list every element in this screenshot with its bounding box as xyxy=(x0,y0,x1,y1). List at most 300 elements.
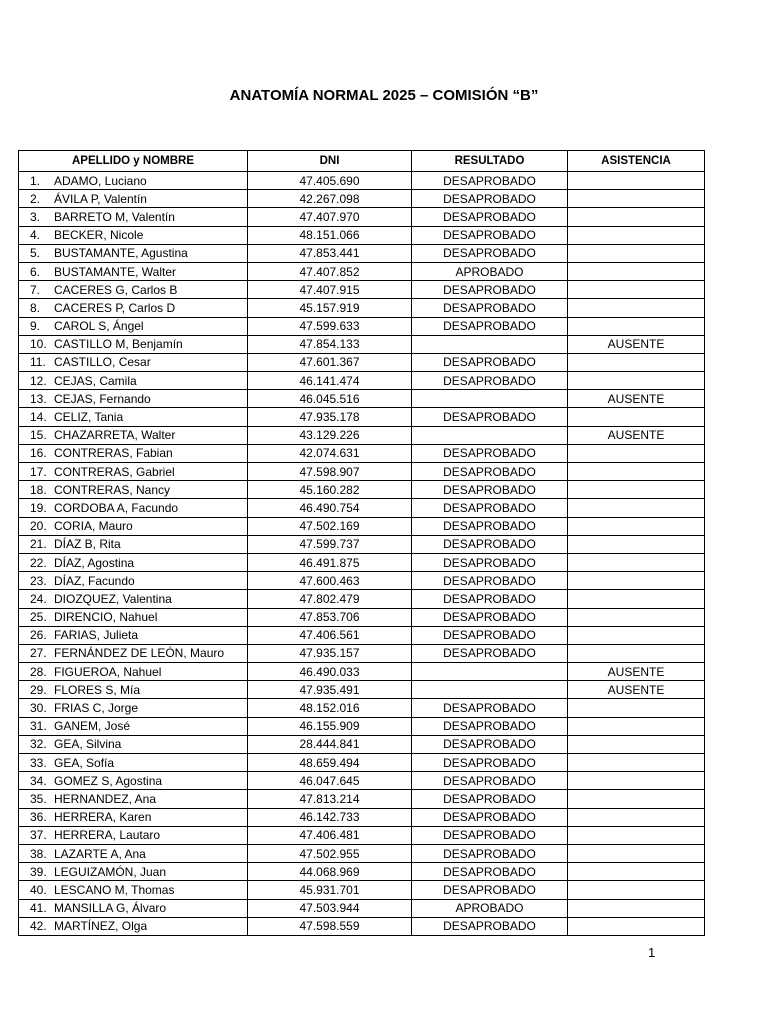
result-cell xyxy=(412,390,568,408)
student-name-cell xyxy=(19,772,248,790)
result-cell xyxy=(412,335,568,353)
row-number: 14. xyxy=(30,410,47,425)
dni-cell: 47.599.633 xyxy=(248,317,412,335)
student-name-cell xyxy=(19,281,248,299)
student-name: FERNÁNDEZ DE LEÓN, Mauro xyxy=(54,646,225,661)
row-number: 35. xyxy=(30,791,47,806)
attendance-cell xyxy=(568,444,705,462)
table-row xyxy=(19,481,705,499)
table-row xyxy=(19,717,705,735)
dni-cell: 47.503.944 xyxy=(248,899,412,917)
student-name: ÁVILA P, Valentín xyxy=(54,191,147,206)
student-name: CAROL S, Ángel xyxy=(54,319,144,334)
dni-cell: 48.151.066 xyxy=(248,226,412,244)
table-row xyxy=(19,663,705,681)
student-name-cell xyxy=(19,226,248,244)
result-cell: DESAPROBADO xyxy=(412,244,568,262)
student-name-cell xyxy=(19,299,248,317)
results-table xyxy=(18,150,705,936)
student-name: DIRENCIO, Nahuel xyxy=(54,610,158,625)
dni-cell: 45.160.282 xyxy=(248,481,412,499)
student-name: MANSILLA G, Álvaro xyxy=(54,901,167,916)
dni-cell: 47.598.907 xyxy=(248,463,412,481)
row-number: 30. xyxy=(30,701,47,716)
row-number: 15. xyxy=(30,428,47,443)
dni-cell: 46.491.875 xyxy=(248,553,412,571)
row-number: 17. xyxy=(30,464,47,479)
attendance-cell xyxy=(568,772,705,790)
table-row xyxy=(19,463,705,481)
row-number: 6. xyxy=(30,264,41,279)
student-name-cell xyxy=(19,754,248,772)
table-row xyxy=(19,408,705,426)
row-number: 9. xyxy=(30,319,41,334)
student-name-cell xyxy=(19,863,248,881)
attendance-cell xyxy=(568,590,705,608)
student-name: HERRERA, Lautaro xyxy=(54,828,161,843)
dni-cell: 47.802.479 xyxy=(248,590,412,608)
attendance-cell xyxy=(568,844,705,862)
dni-cell: 47.598.559 xyxy=(248,917,412,935)
table-row xyxy=(19,844,705,862)
student-name: GEA, Silvina xyxy=(54,737,122,752)
student-name: GANEM, José xyxy=(54,719,131,734)
attendance-cell xyxy=(568,899,705,917)
row-number: 26. xyxy=(30,628,47,643)
dni-cell: 42.267.098 xyxy=(248,190,412,208)
dni-cell: 47.502.955 xyxy=(248,844,412,862)
attendance-cell xyxy=(568,244,705,262)
row-number: 34. xyxy=(30,773,47,788)
student-name: ADAMO, Luciano xyxy=(54,173,147,188)
result-cell: DESAPROBADO xyxy=(412,772,568,790)
student-name-cell xyxy=(19,517,248,535)
result-cell: DESAPROBADO xyxy=(412,481,568,499)
student-name-cell xyxy=(19,463,248,481)
result-cell: DESAPROBADO xyxy=(412,844,568,862)
student-name-cell xyxy=(19,626,248,644)
dni-cell: 42.074.631 xyxy=(248,444,412,462)
student-name-cell xyxy=(19,499,248,517)
attendance-cell xyxy=(568,572,705,590)
attendance-cell xyxy=(568,281,705,299)
dni-cell: 47.853.706 xyxy=(248,608,412,626)
dni-cell: 28.444.841 xyxy=(248,735,412,753)
student-name-cell xyxy=(19,826,248,844)
student-name-cell xyxy=(19,317,248,335)
student-name-cell xyxy=(19,790,248,808)
row-number: 2. xyxy=(30,191,41,206)
student-name-cell xyxy=(19,335,248,353)
student-name: FLORES S, Mía xyxy=(54,682,141,697)
student-name: CACERES G, Carlos B xyxy=(54,282,178,297)
table-row xyxy=(19,735,705,753)
result-cell: DESAPROBADO xyxy=(412,808,568,826)
student-name-cell xyxy=(19,535,248,553)
result-cell: DESAPROBADO xyxy=(412,317,568,335)
student-name-cell xyxy=(19,190,248,208)
table-row xyxy=(19,917,705,935)
result-cell xyxy=(412,681,568,699)
student-name-cell xyxy=(19,426,248,444)
result-cell: DESAPROBADO xyxy=(412,754,568,772)
dni-cell: 47.502.169 xyxy=(248,517,412,535)
student-name-cell xyxy=(19,717,248,735)
attendance-cell xyxy=(568,626,705,644)
table-row xyxy=(19,426,705,444)
row-number: 24. xyxy=(30,591,47,606)
dni-cell: 47.813.214 xyxy=(248,790,412,808)
student-name-cell xyxy=(19,353,248,371)
table-row xyxy=(19,208,705,226)
result-cell: DESAPROBADO xyxy=(412,408,568,426)
header-dni: DNI xyxy=(248,151,412,172)
student-name-cell xyxy=(19,644,248,662)
row-number: 42. xyxy=(30,919,47,934)
student-name-cell xyxy=(19,808,248,826)
row-number: 10. xyxy=(30,337,47,352)
dni-cell: 43.129.226 xyxy=(248,426,412,444)
dni-cell: 46.045.516 xyxy=(248,390,412,408)
table-row xyxy=(19,535,705,553)
result-cell: DESAPROBADO xyxy=(412,281,568,299)
dni-cell: 46.490.754 xyxy=(248,499,412,517)
result-cell: DESAPROBADO xyxy=(412,190,568,208)
result-cell: DESAPROBADO xyxy=(412,444,568,462)
result-cell: DESAPROBADO xyxy=(412,226,568,244)
attendance-cell xyxy=(568,790,705,808)
student-name-cell xyxy=(19,553,248,571)
student-name: CELIZ, Tania xyxy=(54,410,124,425)
student-name: CONTRERAS, Gabriel xyxy=(54,464,175,479)
table-row xyxy=(19,626,705,644)
student-name: BARRETO M, Valentín xyxy=(54,209,175,224)
table-row xyxy=(19,172,705,190)
dni-cell: 44.068.969 xyxy=(248,863,412,881)
table-row xyxy=(19,644,705,662)
student-name-cell xyxy=(19,208,248,226)
dni-cell: 47.600.463 xyxy=(248,572,412,590)
table-row xyxy=(19,826,705,844)
student-name-cell xyxy=(19,735,248,753)
student-name: LESCANO M, Thomas xyxy=(54,882,175,897)
table-row xyxy=(19,572,705,590)
student-name: MARTÍNEZ, Olga xyxy=(54,919,148,934)
student-name: GOMEZ S, Agostina xyxy=(54,773,163,788)
row-number: 21. xyxy=(30,537,47,552)
student-name: FARIAS, Julieta xyxy=(54,628,139,643)
attendance-cell xyxy=(568,608,705,626)
result-cell: DESAPROBADO xyxy=(412,717,568,735)
result-cell: DESAPROBADO xyxy=(412,881,568,899)
student-name: LEGUIZAMÓN, Juan xyxy=(54,864,167,879)
table-row xyxy=(19,353,705,371)
student-name: HERRERA, Karen xyxy=(54,810,152,825)
table-row xyxy=(19,335,705,353)
attendance-cell xyxy=(568,481,705,499)
attendance-cell xyxy=(568,408,705,426)
attendance-cell xyxy=(568,808,705,826)
attendance-cell xyxy=(568,699,705,717)
student-name-cell xyxy=(19,663,248,681)
row-number: 5. xyxy=(30,246,41,261)
result-cell: DESAPROBADO xyxy=(412,372,568,390)
table-row xyxy=(19,190,705,208)
dni-cell: 47.854.133 xyxy=(248,335,412,353)
attendance-cell xyxy=(568,917,705,935)
result-cell: DESAPROBADO xyxy=(412,553,568,571)
student-name: DÍAZ, Agostina xyxy=(54,555,135,570)
result-cell: DESAPROBADO xyxy=(412,608,568,626)
row-number: 8. xyxy=(30,300,41,315)
student-name-cell xyxy=(19,881,248,899)
table-row xyxy=(19,754,705,772)
dni-cell: 45.157.919 xyxy=(248,299,412,317)
result-cell: DESAPROBADO xyxy=(412,863,568,881)
row-number: 40. xyxy=(30,882,47,897)
row-number: 1. xyxy=(30,173,41,188)
row-number: 16. xyxy=(30,446,47,461)
row-number: 25. xyxy=(30,610,47,625)
student-name-cell xyxy=(19,262,248,280)
dni-cell: 46.141.474 xyxy=(248,372,412,390)
dni-cell: 45.931.701 xyxy=(248,881,412,899)
row-number: 19. xyxy=(30,500,47,515)
student-name: FRIAS C, Jorge xyxy=(54,701,139,716)
student-name: BUSTAMANTE, Agustina xyxy=(54,246,188,261)
attendance-cell xyxy=(568,208,705,226)
student-name-cell xyxy=(19,390,248,408)
attendance-cell xyxy=(568,190,705,208)
row-number: 20. xyxy=(30,519,47,534)
dni-cell: 47.935.178 xyxy=(248,408,412,426)
dni-cell: 47.407.915 xyxy=(248,281,412,299)
student-name-cell xyxy=(19,372,248,390)
attendance-cell: AUSENTE xyxy=(568,390,705,408)
student-name-cell xyxy=(19,444,248,462)
document-title: ANATOMÍA NORMAL 2025 – COMISIÓN “B” xyxy=(229,87,539,104)
table-row xyxy=(19,444,705,462)
result-cell: DESAPROBADO xyxy=(412,699,568,717)
table-row xyxy=(19,517,705,535)
student-name: LAZARTE A, Ana xyxy=(54,846,146,861)
header-name: APELLIDO y NOMBRE xyxy=(19,151,248,172)
row-number: 23. xyxy=(30,573,47,588)
student-name-cell xyxy=(19,608,248,626)
student-name: CONTRERAS, Fabian xyxy=(54,446,173,461)
table-row xyxy=(19,881,705,899)
attendance-cell xyxy=(568,226,705,244)
result-cell xyxy=(412,663,568,681)
student-name-cell xyxy=(19,481,248,499)
table-row xyxy=(19,808,705,826)
attendance-cell xyxy=(568,881,705,899)
student-name-cell xyxy=(19,681,248,699)
dni-cell: 47.407.852 xyxy=(248,262,412,280)
student-name: CHAZARRETA, Walter xyxy=(54,428,176,443)
row-number: 18. xyxy=(30,482,47,497)
dni-cell: 47.853.441 xyxy=(248,244,412,262)
row-number: 11. xyxy=(30,355,46,370)
row-number: 7. xyxy=(30,282,41,297)
student-name: CACERES P, Carlos D xyxy=(54,300,176,315)
dni-cell: 46.142.733 xyxy=(248,808,412,826)
attendance-cell xyxy=(568,644,705,662)
student-name: HERNANDEZ, Ana xyxy=(54,791,157,806)
student-name: DÍAZ, Facundo xyxy=(54,573,135,588)
student-name: BUSTAMANTE, Walter xyxy=(54,264,177,279)
row-number: 4. xyxy=(30,228,41,243)
student-name: BECKER, Nicole xyxy=(54,228,144,243)
row-number: 22. xyxy=(30,555,47,570)
table-row xyxy=(19,772,705,790)
attendance-cell xyxy=(568,463,705,481)
dni-cell: 48.152.016 xyxy=(248,699,412,717)
header-attendance: ASISTENCIA xyxy=(568,151,705,172)
attendance-cell xyxy=(568,353,705,371)
table-row xyxy=(19,262,705,280)
row-number: 39. xyxy=(30,864,47,879)
table-header-row xyxy=(19,151,705,172)
dni-cell: 47.405.690 xyxy=(248,172,412,190)
student-name-cell xyxy=(19,917,248,935)
result-cell: DESAPROBADO xyxy=(412,517,568,535)
student-name: CASTILLO, Cesar xyxy=(54,355,151,370)
attendance-cell xyxy=(568,553,705,571)
student-name-cell xyxy=(19,172,248,190)
table-row xyxy=(19,899,705,917)
attendance-cell xyxy=(568,735,705,753)
result-cell: DESAPROBADO xyxy=(412,735,568,753)
dni-cell: 48.659.494 xyxy=(248,754,412,772)
result-cell: DESAPROBADO xyxy=(412,499,568,517)
row-number: 12. xyxy=(30,373,47,388)
table-row xyxy=(19,281,705,299)
table-row xyxy=(19,553,705,571)
student-name: DÍAZ B, Rita xyxy=(54,537,121,552)
student-name: GEA, Sofía xyxy=(54,755,115,770)
student-name: CORIA, Mauro xyxy=(54,519,133,534)
dni-cell: 46.490.033 xyxy=(248,663,412,681)
table-row xyxy=(19,790,705,808)
row-number: 3. xyxy=(30,209,41,224)
student-name: CASTILLO M, Benjamín xyxy=(54,337,183,352)
attendance-cell: AUSENTE xyxy=(568,681,705,699)
page-number: 1 xyxy=(648,945,656,960)
table-row xyxy=(19,390,705,408)
table-row xyxy=(19,590,705,608)
student-name-cell xyxy=(19,899,248,917)
row-number: 41. xyxy=(30,901,47,916)
dni-cell: 46.155.909 xyxy=(248,717,412,735)
dni-cell: 47.406.481 xyxy=(248,826,412,844)
attendance-cell xyxy=(568,535,705,553)
attendance-cell xyxy=(568,299,705,317)
table-row xyxy=(19,681,705,699)
row-number: 27. xyxy=(30,646,47,661)
header-result: RESULTADO xyxy=(412,151,568,172)
attendance-cell xyxy=(568,717,705,735)
row-number: 32. xyxy=(30,737,47,752)
table-row xyxy=(19,372,705,390)
attendance-cell: AUSENTE xyxy=(568,335,705,353)
attendance-cell: AUSENTE xyxy=(568,663,705,681)
result-cell: APROBADO xyxy=(412,262,568,280)
student-name-cell xyxy=(19,590,248,608)
result-cell: DESAPROBADO xyxy=(412,572,568,590)
row-number: 37. xyxy=(30,828,47,843)
student-name: DIOZQUEZ, Valentina xyxy=(54,591,172,606)
result-cell: DESAPROBADO xyxy=(412,172,568,190)
student-name-cell xyxy=(19,572,248,590)
row-number: 31. xyxy=(30,719,47,734)
result-cell: DESAPROBADO xyxy=(412,535,568,553)
student-name-cell xyxy=(19,244,248,262)
dni-cell: 47.935.157 xyxy=(248,644,412,662)
attendance-cell xyxy=(568,517,705,535)
result-cell: DESAPROBADO xyxy=(412,590,568,608)
student-name: CEJAS, Camila xyxy=(54,373,137,388)
table-row xyxy=(19,226,705,244)
row-number: 29. xyxy=(30,682,47,697)
attendance-cell xyxy=(568,499,705,517)
row-number: 28. xyxy=(30,664,47,679)
attendance-cell xyxy=(568,172,705,190)
table-row xyxy=(19,317,705,335)
dni-cell: 47.599.737 xyxy=(248,535,412,553)
dni-cell: 47.601.367 xyxy=(248,353,412,371)
dni-cell: 46.047.645 xyxy=(248,772,412,790)
attendance-cell xyxy=(568,826,705,844)
table-row xyxy=(19,244,705,262)
attendance-cell: AUSENTE xyxy=(568,426,705,444)
row-number: 33. xyxy=(30,755,47,770)
attendance-cell xyxy=(568,863,705,881)
table-row xyxy=(19,299,705,317)
row-number: 36. xyxy=(30,810,47,825)
table-row xyxy=(19,699,705,717)
result-cell: DESAPROBADO xyxy=(412,790,568,808)
dni-cell: 47.407.970 xyxy=(248,208,412,226)
table-row xyxy=(19,863,705,881)
result-cell: DESAPROBADO xyxy=(412,299,568,317)
result-cell: DESAPROBADO xyxy=(412,826,568,844)
student-name: FIGUEROA, Nahuel xyxy=(54,664,162,679)
row-number: 13. xyxy=(30,391,47,406)
result-cell: DESAPROBADO xyxy=(412,208,568,226)
attendance-cell xyxy=(568,372,705,390)
student-name-cell xyxy=(19,844,248,862)
result-cell xyxy=(412,426,568,444)
student-name: CORDOBA A, Facundo xyxy=(54,500,179,515)
result-cell: DESAPROBADO xyxy=(412,917,568,935)
attendance-cell xyxy=(568,317,705,335)
table-row xyxy=(19,499,705,517)
student-name: CONTRERAS, Nancy xyxy=(54,482,171,497)
result-cell: DESAPROBADO xyxy=(412,626,568,644)
student-name-cell xyxy=(19,699,248,717)
table-row xyxy=(19,608,705,626)
row-number: 38. xyxy=(30,846,47,861)
student-name-cell xyxy=(19,408,248,426)
attendance-cell xyxy=(568,262,705,280)
student-name: CEJAS, Fernando xyxy=(54,391,151,406)
dni-cell: 47.935.491 xyxy=(248,681,412,699)
attendance-cell xyxy=(568,754,705,772)
dni-cell: 47.406.561 xyxy=(248,626,412,644)
result-cell: DESAPROBADO xyxy=(412,463,568,481)
result-cell: DESAPROBADO xyxy=(412,353,568,371)
